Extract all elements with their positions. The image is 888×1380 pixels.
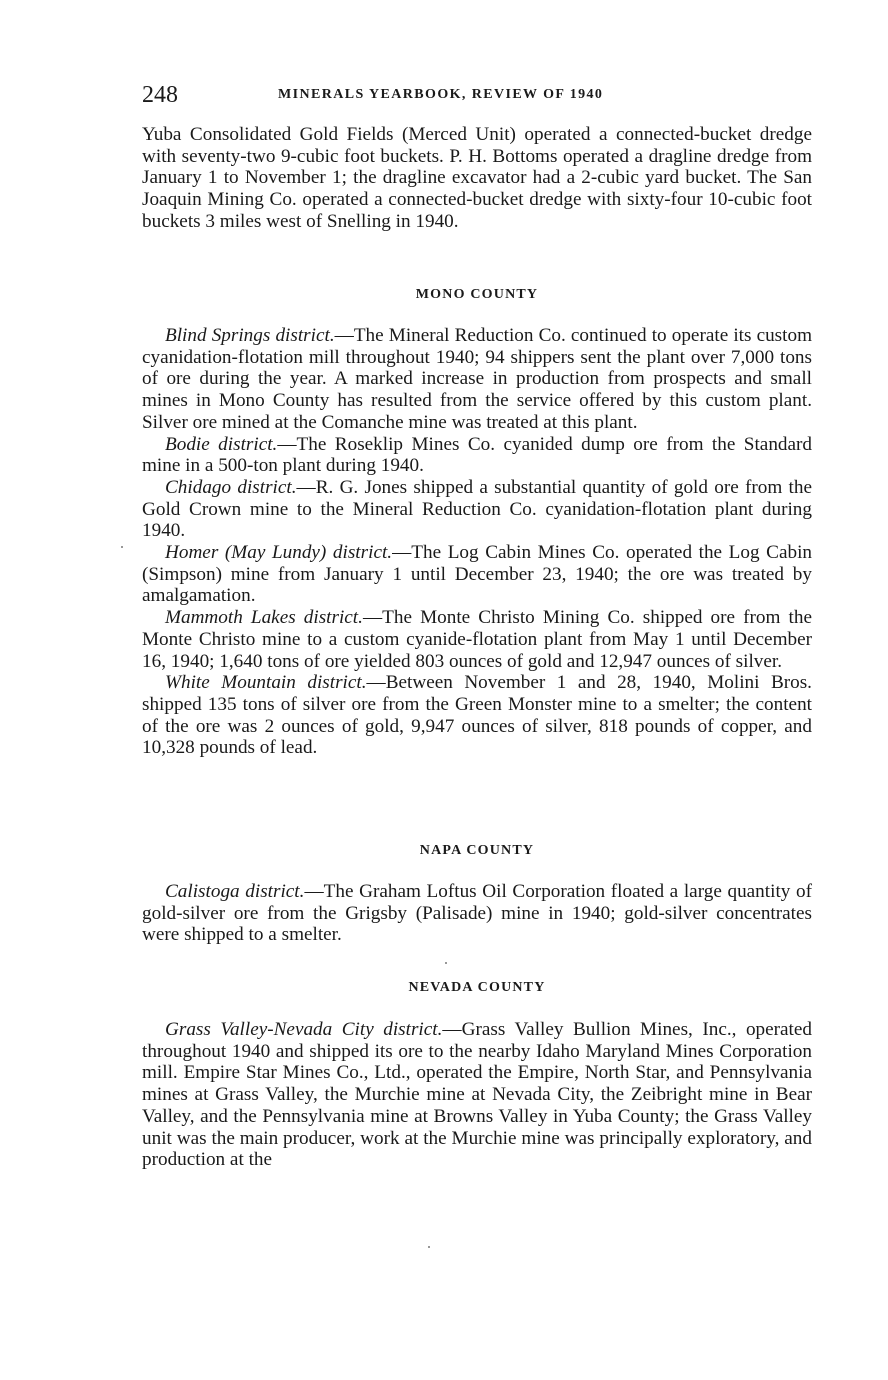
paragraph-homer — [142, 542, 812, 607]
nevada-section — [142, 1019, 812, 1171]
napa-section — [142, 881, 812, 946]
paragraph-grass-valley — [142, 1019, 812, 1171]
district-name: Bodie district. — [165, 433, 278, 455]
paragraph-blind-springs — [142, 325, 812, 434]
print-speck — [428, 1246, 430, 1248]
print-speck — [121, 546, 123, 548]
paragraph-text: —Grass Valley Bullion Mines, Inc., operated throughout 1940 and shipped its ore to the nearby Idaho Maryland Mines Corporation mill. Empire Star Mines Co., Ltd., operated the Empire, North Star, and Pennsylvania mines at Grass Valley, the Murchie mine at Nevada City, the Zeibright mine in Bear Valley, and the Pennsylvania mine at Browns Valley in Yuba County; the Grass Valley unit was the main producer, work at the Murchie mine was principally exploratory, and production at the — [142, 1019, 812, 1171]
district-name: Blind Springs district. — [165, 325, 335, 346]
district-name: Grass Valley-Nevada City district. — [165, 1019, 443, 1040]
section-heading-nevada: NEVADA COUNTY — [408, 980, 546, 995]
paragraph-text: —The Monte Christo Mining Co. shipped ore from the Monte Christo mine to a custom cyanide-flotation plant from May 1 until December 16, 1940; 1,640 tons of ore yielded 803 ounces of gold and 12,947 ounces of silver. — [142, 607, 812, 672]
district-name: Homer (May Lundy) district. — [165, 542, 393, 564]
district-name: Calistoga district. — [165, 881, 305, 902]
paragraph-chidago — [142, 477, 812, 542]
paragraph-text: —The Graham Loftus Oil Corporation floated a large quantity of gold-silver ore from the Grigsby (Palisade) mine in 1940; gold-silver concentrates were shipped to a smelter. — [142, 881, 812, 946]
paragraph-calistoga — [142, 881, 812, 946]
paragraph-text: —The Mineral Reduction Co. continued to operate its custom cyanidation-flotation mill throughout 1940; 94 shippers sent the plant over 7,000 tons of ore during the year. A marked increase in production from prospects and small mines in Mono County has resulted from the service offered by this custom plant. Silver ore mined at the Comanche mine was treated at this plant. — [142, 325, 813, 433]
paragraph-text: —Between November 1 and 28, 1940, Molini Bros. shipped 135 tons of silver ore from the Green Monster mine to a smelter; the content of the ore was 2 ounces of gold, 9,947 ounces of silver, 818 pounds of copper, and 10,328 pounds of lead. — [142, 672, 812, 759]
district-name: Mammoth Lakes district. — [165, 607, 363, 629]
paragraph-white-mountain — [142, 672, 812, 759]
running-title: MINERALS YEARBOOK, REVIEW OF 1940 — [278, 87, 604, 102]
paragraph-text: —The Roseklip Mines Co. cyanided dump ore from the Standard mine in a 500-ton plant during 1940. — [142, 433, 813, 477]
district-name: Chidago district. — [165, 476, 297, 498]
intro-paragraph — [142, 124, 812, 233]
district-name: White Mountain district. — [165, 672, 367, 694]
mono-section — [142, 325, 812, 759]
running-head — [142, 80, 812, 110]
paragraph-mammoth-lakes — [142, 607, 812, 672]
paragraph-text: —R. G. Jones shipped a substantial quantity of gold ore from the Gold Crown mine to the Mineral Reduction Co. cyanidation-flotation plant during 1940. — [142, 476, 812, 542]
intro-text: Yuba Consolidated Gold Fields (Merced Unit) operated a connected-bucket dredge with seventy-two 9-cubic foot buckets. P. H. Bottoms operated a dragline dredge from January 1 to November 1; the dragline excavator had a 2-cubic yard bucket. The San Joaquin Mining Co. operated a connected-bucket dredge with sixty-four 10-cubic foot buckets 3 miles west of Snelling in 1940. — [142, 124, 812, 232]
paragraph-text: —The Log Cabin Mines Co. operated the Log Cabin (Simpson) mine from January 1 until December 23, 1940; the ore was treated by amalgamation. — [142, 542, 813, 607]
page-number: 248 — [142, 82, 178, 108]
section-heading-napa: NAPA COUNTY — [419, 843, 535, 858]
section-heading-mono: MONO COUNTY — [415, 287, 539, 302]
paragraph-bodie — [142, 434, 812, 477]
print-speck — [445, 962, 447, 964]
